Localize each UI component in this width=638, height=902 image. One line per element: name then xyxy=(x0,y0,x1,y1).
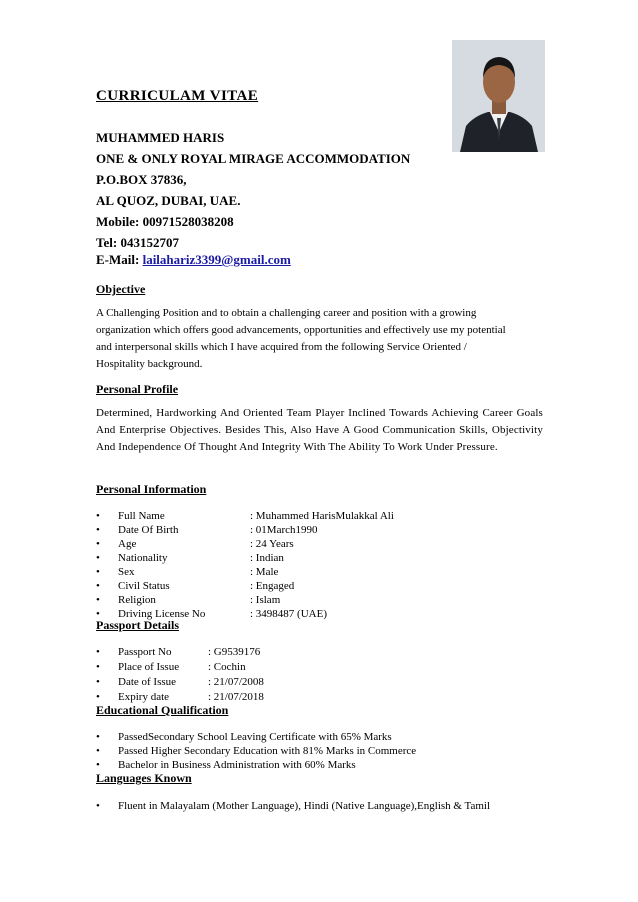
personal-information-heading: Personal Information xyxy=(96,482,207,496)
bullet-icon: • xyxy=(96,538,100,550)
item-text: Passed Higher Secondary Education with 81% Marks in Commerce xyxy=(118,745,417,757)
applicant-name: MUHAMMED HARIS xyxy=(96,130,225,145)
objective-line: Hospitality background. xyxy=(96,358,203,370)
item-value: : G9539176 xyxy=(208,646,261,658)
item-label: Date Of Birth xyxy=(118,524,179,536)
item-text: Bachelor in Business Administration with 60% Marks xyxy=(118,759,356,771)
item-label: Place of Issue xyxy=(118,661,180,673)
bullet-icon: • xyxy=(96,566,100,578)
languages-heading: Languages Known xyxy=(96,771,192,785)
contact-block xyxy=(96,127,410,253)
bullet-icon: • xyxy=(96,731,100,743)
education-heading: Educational Qualification xyxy=(96,703,229,717)
item-value: : Cochin xyxy=(208,661,246,673)
bullet-icon: • xyxy=(96,691,100,703)
profile-photo xyxy=(452,40,545,152)
bullet-icon: • xyxy=(96,552,100,564)
bullet-icon: • xyxy=(96,524,100,536)
objective-text xyxy=(96,305,543,373)
bullet-icon: • xyxy=(96,661,100,673)
document-title: CURRICULAM VITAE xyxy=(96,88,259,104)
item-value: : Indian xyxy=(250,552,284,564)
mobile-line: Mobile: 00971528038208 xyxy=(96,214,234,229)
item-label: Age xyxy=(118,538,137,550)
personal-profile-text: Determined, Hardworking And Oriented Team Player Inclined Towards Achieving Career Goals And Enterprise Objectives. Besides This, Also Have A Good Communication Skills, Objectivity And Independence Of Thought And Integrity With The Ability To Work Under Pressure. xyxy=(96,407,543,453)
personal-profile-heading: Personal Profile xyxy=(96,382,179,396)
item-label: Nationality xyxy=(118,552,168,564)
item-label: Passport No xyxy=(118,646,172,658)
item-value: : 21/07/2008 xyxy=(208,676,264,688)
item-label: Date of Issue xyxy=(118,676,177,688)
item-value: : 01March1990 xyxy=(250,524,318,536)
item-text: PassedSecondary School Leaving Certificate with 65% Marks xyxy=(118,731,392,743)
bullet-icon: • xyxy=(96,800,100,812)
item-value: : Engaged xyxy=(250,580,295,592)
bullet-icon: • xyxy=(96,608,100,620)
item-label: Sex xyxy=(118,566,135,578)
item-value: : Male xyxy=(250,566,279,578)
item-label: Driving License No xyxy=(118,608,206,620)
bullet-icon: • xyxy=(96,676,100,688)
bullet-icon: • xyxy=(96,646,100,658)
email-line xyxy=(96,252,291,268)
objective-heading: Objective xyxy=(96,282,146,296)
bullet-icon: • xyxy=(96,745,100,757)
address-line: P.O.BOX 37836, xyxy=(96,172,187,187)
item-text: Fluent in Malayalam (Mother Language), Hindi (Native Language),English & Tamil xyxy=(118,800,491,812)
objective-line: organization which offers good advancements, opportunities and effectively use my potential xyxy=(96,324,506,336)
email-label: E-Mail: xyxy=(96,252,140,267)
item-value: : Muhammed HarisMulakkal Ali xyxy=(250,510,394,522)
tel-line: Tel: 043152707 xyxy=(96,235,179,250)
item-label: Civil Status xyxy=(118,580,170,592)
objective-line: and interpersonal skills which I have acquired from the following Service Oriented / xyxy=(96,341,467,353)
item-label: Expiry date xyxy=(118,691,170,703)
email-link[interactable]: lailahariz3399@gmail.com xyxy=(142,252,291,267)
bullet-icon: • xyxy=(96,759,100,771)
item-label: Full Name xyxy=(118,510,165,522)
bullet-icon: • xyxy=(96,594,100,606)
passport-details-heading: Passport Details xyxy=(96,618,179,632)
item-value: : Islam xyxy=(250,594,281,606)
item-label: Religion xyxy=(118,594,156,606)
item-value: : 3498487 (UAE) xyxy=(250,608,327,620)
address-line: ONE & ONLY ROYAL MIRAGE ACCOMMODATION xyxy=(96,151,411,166)
bullet-icon: • xyxy=(96,580,100,592)
item-value: : 24 Years xyxy=(250,538,294,550)
bullet-icon: • xyxy=(96,510,100,522)
item-value: : 21/07/2018 xyxy=(208,691,264,703)
address-line: AL QUOZ, DUBAI, UAE. xyxy=(96,193,241,208)
objective-line: A Challenging Position and to obtain a challenging career and position with a growing xyxy=(96,307,477,319)
